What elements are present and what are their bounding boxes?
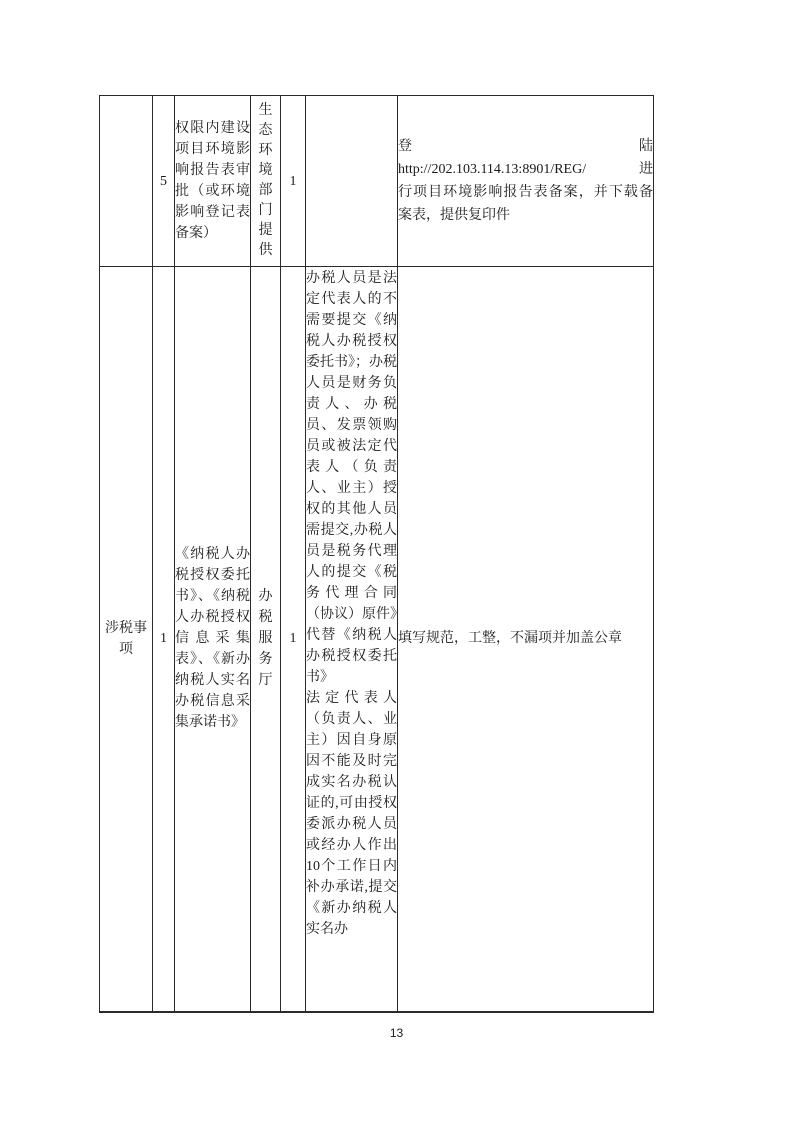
document-table bbox=[99, 95, 654, 1013]
cell-department bbox=[251, 96, 281, 267]
material-text: 《纳税人办税授权委托书》、《纳税人办税授权信息采集表》、《新办纳税人实名办税信息采集承诺书》 bbox=[175, 547, 250, 731]
copies-value: 1 bbox=[289, 173, 297, 189]
department-text: 办税服务厅 bbox=[258, 589, 273, 689]
cell-copies bbox=[281, 96, 306, 267]
cell-copies bbox=[281, 267, 306, 1012]
cell-category bbox=[100, 96, 153, 267]
page-number: 13 bbox=[389, 1026, 404, 1040]
material-text: 权限内建设项目环境影响报告表审批（或环境影响登记表备案） bbox=[175, 121, 250, 241]
requirement-text: 填写规范，工整，不漏项并加盖公章 bbox=[398, 631, 622, 647]
cell-requirement bbox=[398, 96, 654, 267]
table-row bbox=[100, 96, 654, 267]
seq-value: 5 bbox=[160, 173, 167, 189]
cell-requirement bbox=[398, 267, 654, 1012]
cell-category bbox=[100, 267, 153, 1012]
cell-department bbox=[251, 267, 281, 1012]
note-paragraphs: 办税人员是法定代表人的不需要提交《纳税人办税授权委托书》；办税人员是财务负责人、办税员、发票领购员或被法定代表人（负责人、业主）授权的其他人员需提交,办税人员是税务代理人的提交《税务代理合同（协议）原件》代替《纳税人办税授权委托书》 法定代表人（负责人、业主）因自身原因不能及时完成实名办税认证的,可由授权委派办税人员或经办人作出10个工作日内补办承诺,提交《新办纳税人实名办 bbox=[306, 271, 397, 938]
cell-note bbox=[306, 267, 398, 1012]
requirement-text: 登陆 http://202.103.114.13:8901/REG/ 进 行项目环境影响报告表备案，并下载备 案表，提供复印件 bbox=[398, 139, 653, 223]
seq-value: 1 bbox=[160, 631, 167, 647]
category-label: 涉税事项 bbox=[105, 620, 147, 657]
cell-material bbox=[175, 96, 251, 267]
cell-seq bbox=[153, 267, 175, 1012]
department-text: 生态环境部门提供 bbox=[258, 103, 273, 258]
copies-value: 1 bbox=[289, 631, 297, 647]
cell-note bbox=[306, 96, 398, 267]
cell-material bbox=[175, 267, 251, 1012]
cell-seq bbox=[153, 96, 175, 267]
table-row bbox=[100, 267, 654, 1012]
